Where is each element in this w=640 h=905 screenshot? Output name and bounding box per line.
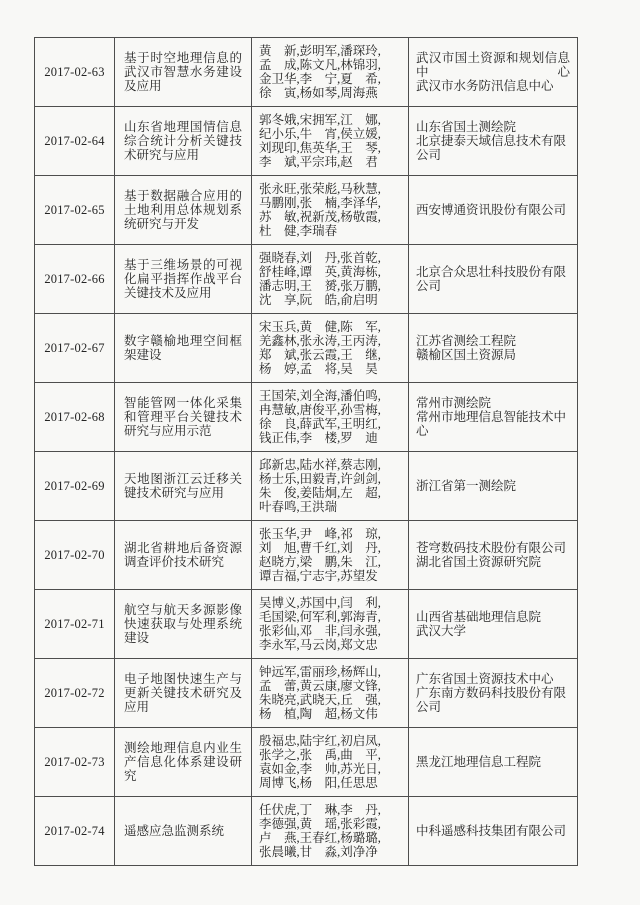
project-id-cell: 2017-02-67 xyxy=(35,314,115,383)
organization-name: 山西省基础地理信息院 xyxy=(416,610,542,624)
participants-cell xyxy=(252,659,409,728)
participants-cell xyxy=(252,521,409,590)
participants-line: 郭冬娥,宋拥军,江 娜, xyxy=(259,113,381,127)
participants-line: 舒桂峰,谭 英,黄海栋, xyxy=(259,265,381,279)
organization-name: 西安博通资讯股份有限公司 xyxy=(416,203,567,217)
project-id-cell: 2017-02-63 xyxy=(35,38,115,107)
project-title-cell: 航空与航天多源影像快速获取与处理系统建设 xyxy=(115,590,252,659)
project-id-cell: 2017-02-70 xyxy=(35,521,115,590)
project-id-cell: 2017-02-73 xyxy=(35,728,115,797)
table-row xyxy=(35,383,578,452)
participants-line: 羌鑫林,张永涛,王丙涛, xyxy=(259,334,381,348)
project-title-cell: 电子地图快速生产与更新关键技术研究及应用 xyxy=(115,659,252,728)
project-id-cell: 2017-02-74 xyxy=(35,797,115,866)
participants-line: 毛国梁,何军利,郭海青, xyxy=(259,610,381,624)
participants-line: 张玉华,尹 峰,祁 琼, xyxy=(259,527,381,541)
participants-line: 郑 斌,张云霞,王 继, xyxy=(259,348,381,362)
project-title-cell: 基于时空地理信息的武汉市智慧水务建设及应用 xyxy=(115,38,252,107)
participants-line: 张彩仙,邓 非,闫永强, xyxy=(259,624,381,638)
project-title-cell: 基于数据融合应用的土地利用总体规划系统研究与开发 xyxy=(115,176,252,245)
table-row xyxy=(35,245,578,314)
project-id-cell: 2017-02-66 xyxy=(35,245,115,314)
participants-line: 杜 健,李瑞春 xyxy=(259,224,338,238)
organizations-cell xyxy=(409,521,578,590)
organizations-cell xyxy=(409,728,578,797)
organization-name: 湖北省国土资源研究院 xyxy=(416,555,542,569)
organizations-cell xyxy=(409,107,578,176)
participants-line: 卢 燕,王春红,杨璐璐, xyxy=(259,831,381,845)
participants-line: 马鹏刚,张 楠,李泽华, xyxy=(259,196,381,210)
organization-name: 中科遥感科技集团有限公司 xyxy=(416,824,567,838)
table-row xyxy=(35,728,578,797)
table-row xyxy=(35,590,578,659)
participants-line: 李永军,马云岗,郑文忠 xyxy=(259,638,378,652)
organization-name: 黑龙江地理信息工程院 xyxy=(416,755,542,769)
participants-line: 张晨曦,甘 淼,刘净净 xyxy=(259,845,378,859)
participants-line: 杨士乐,田毅青,许剑剑, xyxy=(259,472,381,486)
participants-cell xyxy=(252,107,409,176)
project-title-cell: 遥感应急监测系统 xyxy=(115,797,252,866)
project-id-cell: 2017-02-72 xyxy=(35,659,115,728)
participants-line: 赵晓方,梁 鹏,朱 江, xyxy=(259,555,381,569)
participants-line: 刘现印,焦英华,王 琴, xyxy=(259,141,381,155)
organization-name: 常州市测绘院 xyxy=(416,396,492,410)
participants-line: 邱新忠,陆水祥,蔡志刚, xyxy=(259,458,381,472)
participants-line: 杨 婷,孟 将,吴 昊 xyxy=(259,362,378,376)
participants-line: 宋玉兵,黄 健,陈 军, xyxy=(259,320,381,334)
organization-name: 浙江省第一测绘院 xyxy=(416,479,517,493)
participants-line: 潘志明,王 赟,张万鹏, xyxy=(259,279,381,293)
project-title-cell: 山东省地理国情信息综合统计分析关键技术研究与应用 xyxy=(115,107,252,176)
organizations-cell xyxy=(409,245,578,314)
table-row xyxy=(35,176,578,245)
project-awards-table xyxy=(34,37,578,866)
organization-name: 江苏省测绘工程院 xyxy=(416,334,517,348)
table-row xyxy=(35,452,578,521)
table-row xyxy=(35,314,578,383)
participants-line: 冉慧敏,唐俊平,孙雪梅, xyxy=(259,403,381,417)
participants-cell xyxy=(252,590,409,659)
table-row xyxy=(35,38,578,107)
table-row xyxy=(35,797,578,866)
participants-cell xyxy=(252,314,409,383)
participants-line: 袁如金,李 帅,苏光日, xyxy=(259,762,381,776)
participants-line: 吴博义,苏国中,闫 利, xyxy=(259,596,381,610)
organizations-cell xyxy=(409,314,578,383)
participants-cell xyxy=(252,452,409,521)
participants-line: 钟远军,雷丽珍,杨辉山, xyxy=(259,665,381,679)
participants-line: 李德强,黄 瑶,张彩霞, xyxy=(259,817,381,831)
participants-line: 纪小乐,牛 宵,侯立媛, xyxy=(259,127,381,141)
participants-line: 张永旺,张荣彪,马秋慧, xyxy=(259,182,381,196)
project-id-cell: 2017-02-68 xyxy=(35,383,115,452)
project-title-cell: 天地图浙江云迁移关键技术研究与应用 xyxy=(115,452,252,521)
participants-line: 朱晓亮,武晓天,丘 强, xyxy=(259,693,381,707)
project-title-cell: 基于三维场景的可视化扁平指挥作战平台关键技术及应用 xyxy=(115,245,252,314)
participants-line: 叶春鸣,王洪瑞 xyxy=(259,500,338,514)
participants-cell xyxy=(252,728,409,797)
participants-cell xyxy=(252,38,409,107)
participants-line: 刘 旭,曹千红,刘 丹, xyxy=(259,541,381,555)
participants-line: 谭吉福,宁志宇,苏望发 xyxy=(259,569,378,583)
organization-name: 武汉大学 xyxy=(416,624,467,638)
participants-line: 朱 俊,姜陆炯,左 超, xyxy=(259,486,381,500)
organizations-cell xyxy=(409,38,578,107)
organization-name: 苍穹数码技术股份有限公司 xyxy=(416,541,567,555)
participants-cell xyxy=(252,797,409,866)
organizations-cell xyxy=(409,590,578,659)
participants-line: 金卫华,李 宁,夏 希, xyxy=(259,72,381,86)
organizations-cell xyxy=(409,452,578,521)
project-id-cell: 2017-02-64 xyxy=(35,107,115,176)
participants-cell xyxy=(252,245,409,314)
organizations-cell xyxy=(409,176,578,245)
participants-line: 殷福忠,陆宇红,初启凤, xyxy=(259,734,381,748)
project-id-cell: 2017-02-71 xyxy=(35,590,115,659)
organization-name: 北京合众思壮科技股份有限公司 xyxy=(416,265,567,293)
participants-line: 周博飞,杨 阳,任思思 xyxy=(259,776,378,790)
participants-line: 孟 成,陈文凡,林锦羽, xyxy=(259,58,381,72)
project-title-cell: 测绘地理信息内业生产信息化体系建设研究 xyxy=(115,728,252,797)
table-row xyxy=(35,521,578,590)
organization-name: 常州市地理信息智能技术中心 xyxy=(416,410,567,438)
participants-line: 徐 良,薛武军,王明红, xyxy=(259,417,381,431)
participants-line: 钱正伟,李 楼,罗 迪 xyxy=(259,431,378,445)
participants-line: 任伏虎,丁 琳,李 丹, xyxy=(259,803,381,817)
organizations-cell xyxy=(409,797,578,866)
organization-name: 武汉市国土资源和规划信息中心 xyxy=(416,51,570,79)
organization-name: 北京捷泰天域信息技术有限公司 xyxy=(416,134,567,162)
organization-name: 广东省国土资源技术中心 xyxy=(416,672,554,686)
project-title-cell: 智能管网一体化采集和管理平台关键技术研究与应用示范 xyxy=(115,383,252,452)
organization-name: 广东南方数码科技股份有限公司 xyxy=(416,686,567,714)
participants-line: 李 斌,平宗玮,赵 君 xyxy=(259,155,378,169)
participants-line: 孟 蕾,黄云康,廖文锋, xyxy=(259,679,381,693)
participants-line: 黄 新,彭明军,潘琛玲, xyxy=(259,44,381,58)
participants-cell xyxy=(252,383,409,452)
table-row xyxy=(35,107,578,176)
participants-line: 杨 植,陶 超,杨文伟 xyxy=(259,707,378,721)
table-row xyxy=(35,659,578,728)
organization-name: 赣榆区国土资源局 xyxy=(416,348,517,362)
participants-line: 强晓春,刘 丹,张首乾, xyxy=(259,251,381,265)
project-title-cell: 湖北省耕地后备资源调查评价技术研究 xyxy=(115,521,252,590)
table-body xyxy=(35,38,578,866)
participants-line: 徐 寅,杨如琴,周海燕 xyxy=(259,86,378,100)
participants-line: 苏 敏,祝新茂,杨敬霞, xyxy=(259,210,381,224)
organization-name: 武汉市水务防汛信息中心 xyxy=(416,79,554,93)
organizations-cell xyxy=(409,659,578,728)
participants-cell xyxy=(252,176,409,245)
project-id-cell: 2017-02-65 xyxy=(35,176,115,245)
organization-name: 山东省国土测绘院 xyxy=(416,120,517,134)
participants-line: 王国荣,刘全海,潘伯鸣, xyxy=(259,389,381,403)
participants-line: 张学之,张 禹,曲 平, xyxy=(259,748,381,762)
project-title-cell: 数字赣榆地理空间框架建设 xyxy=(115,314,252,383)
project-id-cell: 2017-02-69 xyxy=(35,452,115,521)
organizations-cell xyxy=(409,383,578,452)
participants-line: 沈 享,阮 皓,俞启明 xyxy=(259,293,378,307)
